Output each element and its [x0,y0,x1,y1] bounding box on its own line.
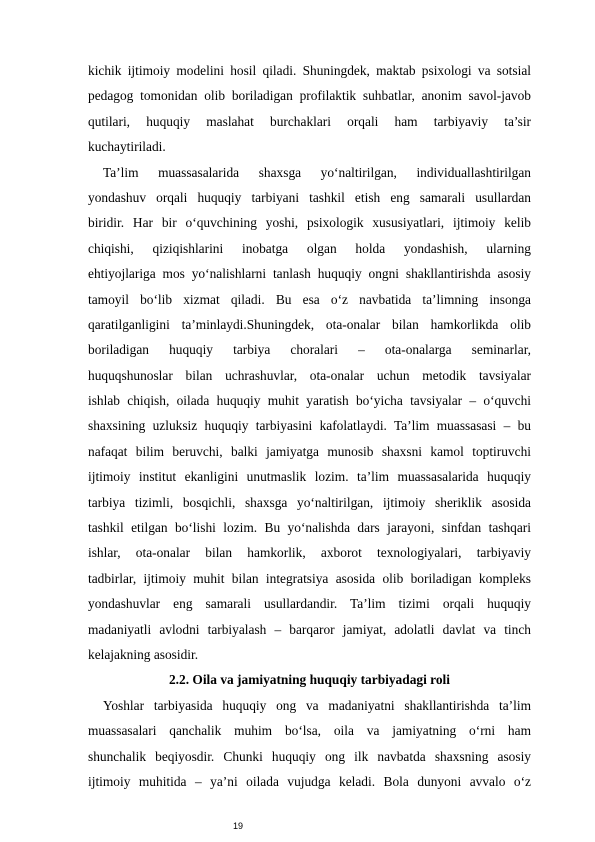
text-line: kichik ijtimoiy modelini hosil qiladi. Shuningdek, maktab psixologi va sotsial [88,63,531,78]
text-line: chiqishi, qiziqishlarini inobatga olgan holda yondashish, ularning [88,240,531,256]
paragraph-continuation [88,58,531,160]
text-line: biridir. Har bir o‘quvchining yoshi, psixologik xususiyatlari, ijtimoiy kelib [88,215,531,231]
text-line: boriladigan huquqiy tarbiya choralari – ota-onalarga seminarlar, [88,342,531,358]
text-line: shunchalik beqiyosdir. Chunki huquqiy ong ilk navbatda shaxsning asosiy [88,748,531,764]
text-line: Yoshlar tarbiyasida huquqiy ong va madaniyatni shakllantirishda ta’lim [103,697,531,713]
text-line: muassasalari qanchalik muhim bo‘lsa, oila va jamiyatning o‘rni ham [88,723,531,739]
text-line: tadbirlar, ijtimoiy muhit bilan integratsiya asosida olib boriladigan kompleks [88,570,531,586]
text-line: huquqshunoslar bilan uchrashuvlar, ota-onalar uchun metodik tavsiyalar [88,367,531,383]
text-line: ijtimoiy institut ekanligini unutmaslik lozim. ta’lim muassasalarida huquqiy [88,469,531,485]
text-line: ijtimoiy muhitida – ya’ni oilada vujudga keladi. Bola dunyoni avvalo o‘z [88,773,531,789]
text-line: ehtiyojlariga mos yo‘nalishlarni tanlash huquqiy ongni shakllantirishda asosiy [88,266,531,282]
text-line: kuchaytiriladi. [88,139,166,155]
text-line: pedagog tomonidan olib boriladigan profilaktik suhbatlar, anonim savol-javob [88,88,531,104]
text-line: tamoyil bo‘lib xizmat qiladi. Bu esa o‘z navbatida ta’limning insonga [88,291,531,307]
text-line: yondashuv orqali huquqiy tarbiyani tashkil etish eng samarali usullardan [88,189,531,205]
text-line: qaratilganligini ta’minlaydi.Shuningdek, ota-onalar bilan hamkorlikda olib [88,316,531,332]
text-line: Ta’lim muassasalarida shaxsga yo‘naltirilgan, individuallashtirilgan [103,164,531,180]
paragraph-education-institutions [88,160,531,668]
text-line: qutilari, huquqiy maslahat burchaklari orqali ham tarbiyaviy ta’sir [88,113,531,129]
text-line: nafaqat bilim beruvchi, balki jamiyatga munosib shaxsni kamol toptiruvchi [88,443,531,459]
text-line: tarbiya tizimli, bosqichli, shaxsga yo‘naltirilgan, ijtimoiy sheriklik asosida [88,494,531,510]
text-line: tashkil etilgan bo‘lishi lozim. Bu yo‘nalishda dars jarayoni, sinfdan tashqari [88,520,531,536]
page-number: 19 [232,821,243,831]
text-line: ishlab chiqish, oilada huquqiy muhit yaratish bo‘yicha tavsiyalar – o‘quvchi [88,393,531,409]
text-line: shaxsining uzluksiz huquqiy tarbiyasini kafolatlaydi. Ta’lim muassasasi – bu [88,418,531,434]
section-heading: 2.2. Oila va jamiyatning huquqiy tarbiyadagi roli [168,672,450,688]
paragraph-family-society [88,693,531,795]
text-line: yondashuvlar eng samarali usullardandir. Ta’lim tizimi orqali huquqiy [88,596,531,612]
text-line: kelajakning asosidir. [88,646,199,662]
document-page [88,58,531,794]
text-line: madaniyatli avlodni tarbiyalash – barqaror jamiyat, adolatli davlat va tinch [88,621,531,637]
text-line: ishlar, ota-onalar bilan hamkorlik, axborot texnologiyalari, tarbiyaviy [88,545,531,561]
